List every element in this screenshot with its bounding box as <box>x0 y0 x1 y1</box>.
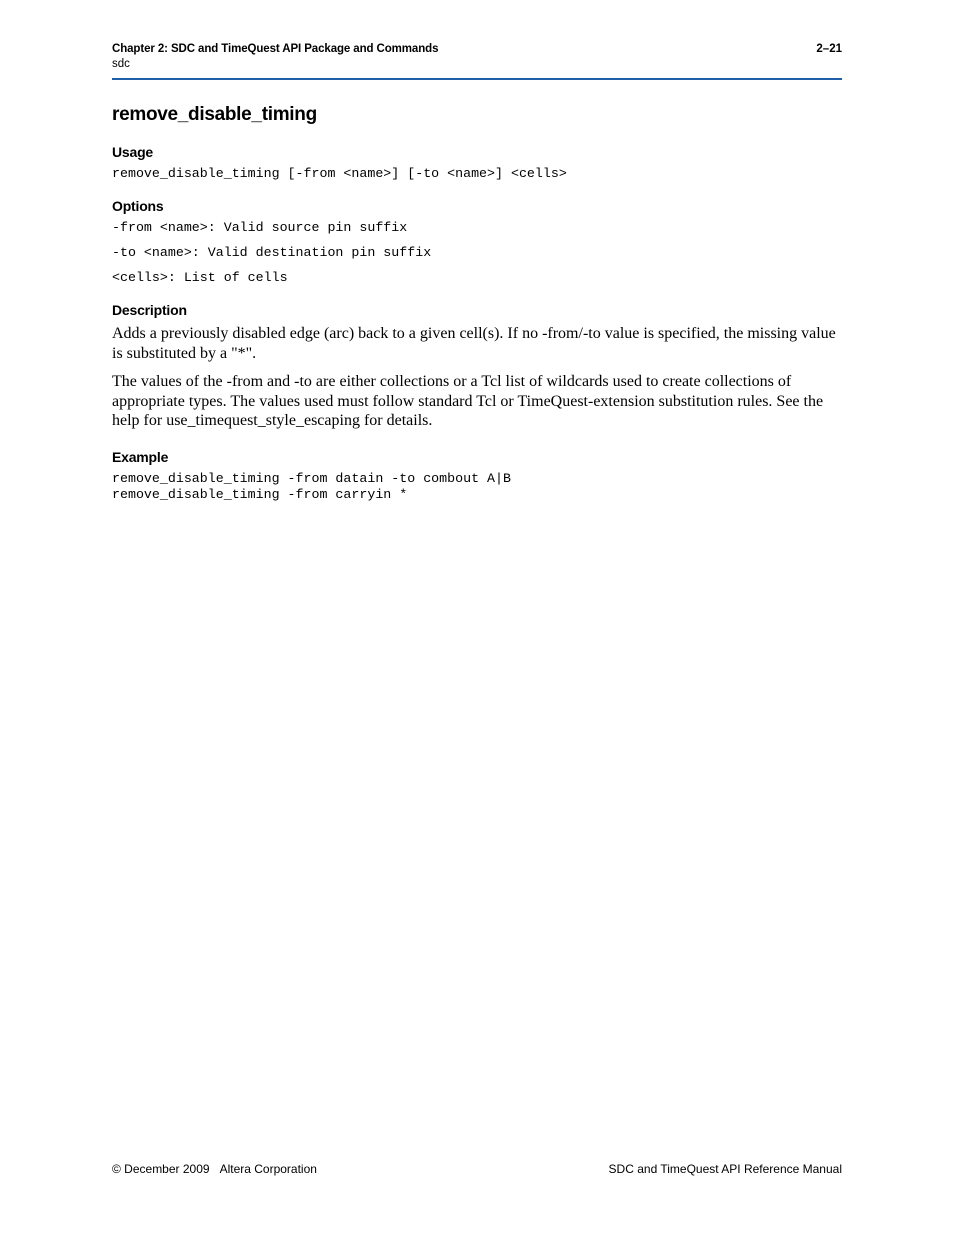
options-heading: Options <box>112 198 164 214</box>
usage-heading: Usage <box>112 144 154 160</box>
example-section <box>112 449 842 503</box>
example-line: remove_disable_timing -from carryin * <box>112 486 408 502</box>
section-name: sdc <box>112 58 130 70</box>
example-line: remove_disable_timing -from datain -to combout A|B <box>112 470 511 486</box>
description-paragraph: Adds a previously disabled edge (arc) back to a given cell(s). If no -from/-to value is specified, the missing value is substituted by a "*". <box>112 325 836 362</box>
usage-code: remove_disable_timing [-from <name>] [-to <name>] <cells> <box>112 166 567 181</box>
option-from: -from <name>: Valid source pin suffix <box>112 220 408 235</box>
options-section <box>112 198 842 286</box>
chapter-title: Chapter 2: SDC and TimeQuest API Package and Commands <box>112 43 439 55</box>
option-to: -to <name>: Valid destination pin suffix <box>112 245 432 260</box>
page-header <box>112 42 842 80</box>
footer-date: © December 2009 <box>112 1162 210 1176</box>
description-heading: Description <box>112 302 187 318</box>
command-title: remove_disable_timing <box>112 104 317 125</box>
footer-company: Altera Corporation <box>219 1162 317 1176</box>
footer-left <box>112 1162 317 1176</box>
main-content <box>112 104 842 503</box>
description-section <box>112 302 842 431</box>
example-heading: Example <box>112 448 169 465</box>
option-cells: <cells>: List of cells <box>112 270 288 285</box>
page-number: 2–21 <box>816 43 842 55</box>
description-paragraph: The values of the -from and -to are either collections or a Tcl list of wildcards used to create collections of appropriate types. The values used must follow standard Tcl or TimeQuest-extension substitution rules. See the help for use_timequest_style_escaping for details. <box>112 373 824 429</box>
footer-manual-title: SDC and TimeQuest API Reference Manual <box>608 1162 842 1176</box>
usage-section <box>112 144 842 182</box>
